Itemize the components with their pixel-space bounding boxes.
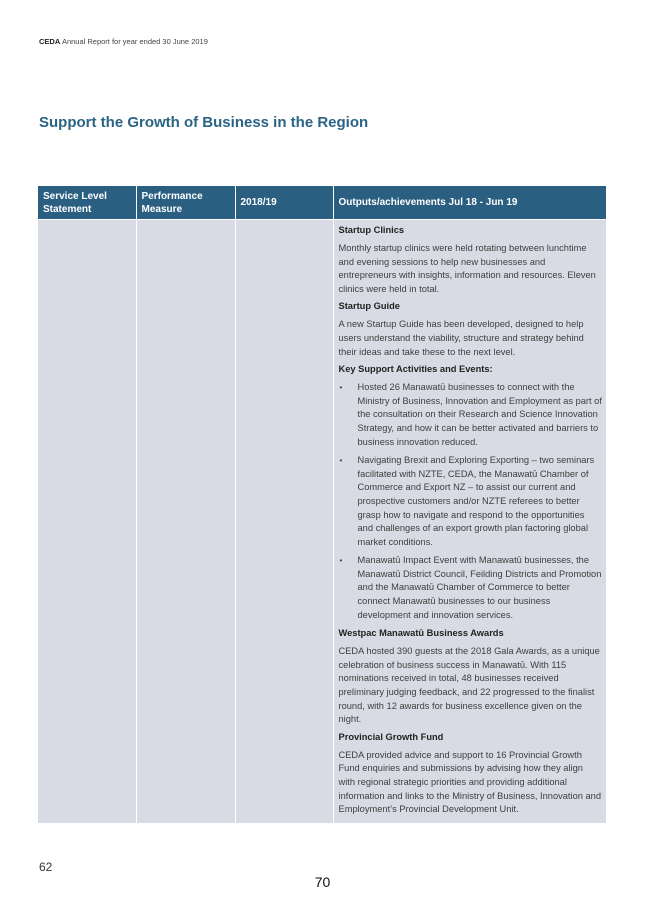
document-page-number: 70 [314, 874, 331, 890]
header-org: CEDA [39, 37, 61, 46]
col-performance-measure: Performance Measure [136, 186, 235, 220]
key-activities-list [339, 381, 603, 622]
table-row [38, 220, 606, 823]
cell-year [235, 220, 333, 823]
running-header [39, 37, 208, 46]
key-activities-heading: Key Support Activities and Events: [338, 364, 493, 375]
cell-performance-measure [136, 220, 235, 823]
startup-guide-body: A new Startup Guide has been developed, designed to help users understand the viability, structure and strategy behind their ideas and take these to the next level. [338, 319, 584, 357]
growth-fund-body: CEDA provided advice and support to 16 Provincial Growth Fund enquiries and submissions by advising how they align with regional strategic priorities and providing additional information and links to the Ministry of Business, Innovation and Employment’s Provincial Development Unit. [338, 749, 602, 815]
page-number: 62 [39, 860, 53, 874]
col-service-level: Service Level Statement [38, 186, 136, 220]
business-awards-heading: Westpac Manawatū Business Awards [338, 628, 504, 639]
business-awards-body: CEDA hosted 390 guests at the 2018 Gala Awards, as a unique celebration of business success in Manawatū. With 115 nominations received in total, 48 businesses received preliminary judging feedback, and 22 progressed to the finalist round, with 12 awards for business excellence given on the night. [338, 646, 600, 725]
growth-fund-heading: Provincial Growth Fund [338, 731, 444, 742]
list-item: • Hosted 26 Manawatū businesses to connect with the Ministry of Business, Innovation and Employment as part of the consultation on their Research and Science Innovation Strategy, and how it can be better activated and barriers to business innovation reduced. [339, 381, 603, 449]
startup-clinics-heading: Startup Clinics [338, 225, 405, 235]
startup-clinics-body: Monthly startup clinics were held rotating between lunchtime and evening sessions to help new businesses and entrepreneurs with insights, information and resources. Eleven clinics were held in total. [338, 243, 596, 294]
list-item: • Navigating Brexit and Exploring Exporting – two seminars facilitated with NZTE, CEDA, the Manawatū Chamber of Commerce and Export NZ – to assist our current and prospective customers and/or NZTE referees to better grasp how to navigate and respond to the opportunities and challenges of an export growth plan factoring global market conditions. [339, 454, 603, 549]
performance-table [38, 186, 606, 823]
table-header-row [38, 186, 606, 220]
cell-service-level [38, 220, 136, 823]
col-outputs: Outputs/achievements Jul 18 - Jun 19 [333, 186, 606, 220]
startup-guide-heading: Startup Guide [338, 301, 400, 312]
list-item: • Manawatū Impact Event with Manawatū businesses, the Manawatū District Council, Feilding Districts and Promotion and the Manawatū Chamber of Commerce to better connect Manawatū businesses to our business development and innovation services. [339, 554, 603, 622]
col-year: 2018/19 [235, 186, 333, 220]
section-title: Support the Growth of Business in the Region [39, 114, 369, 131]
header-report: Annual Report for year ended 30 June 2019 [61, 37, 208, 46]
cell-outputs [333, 220, 606, 823]
